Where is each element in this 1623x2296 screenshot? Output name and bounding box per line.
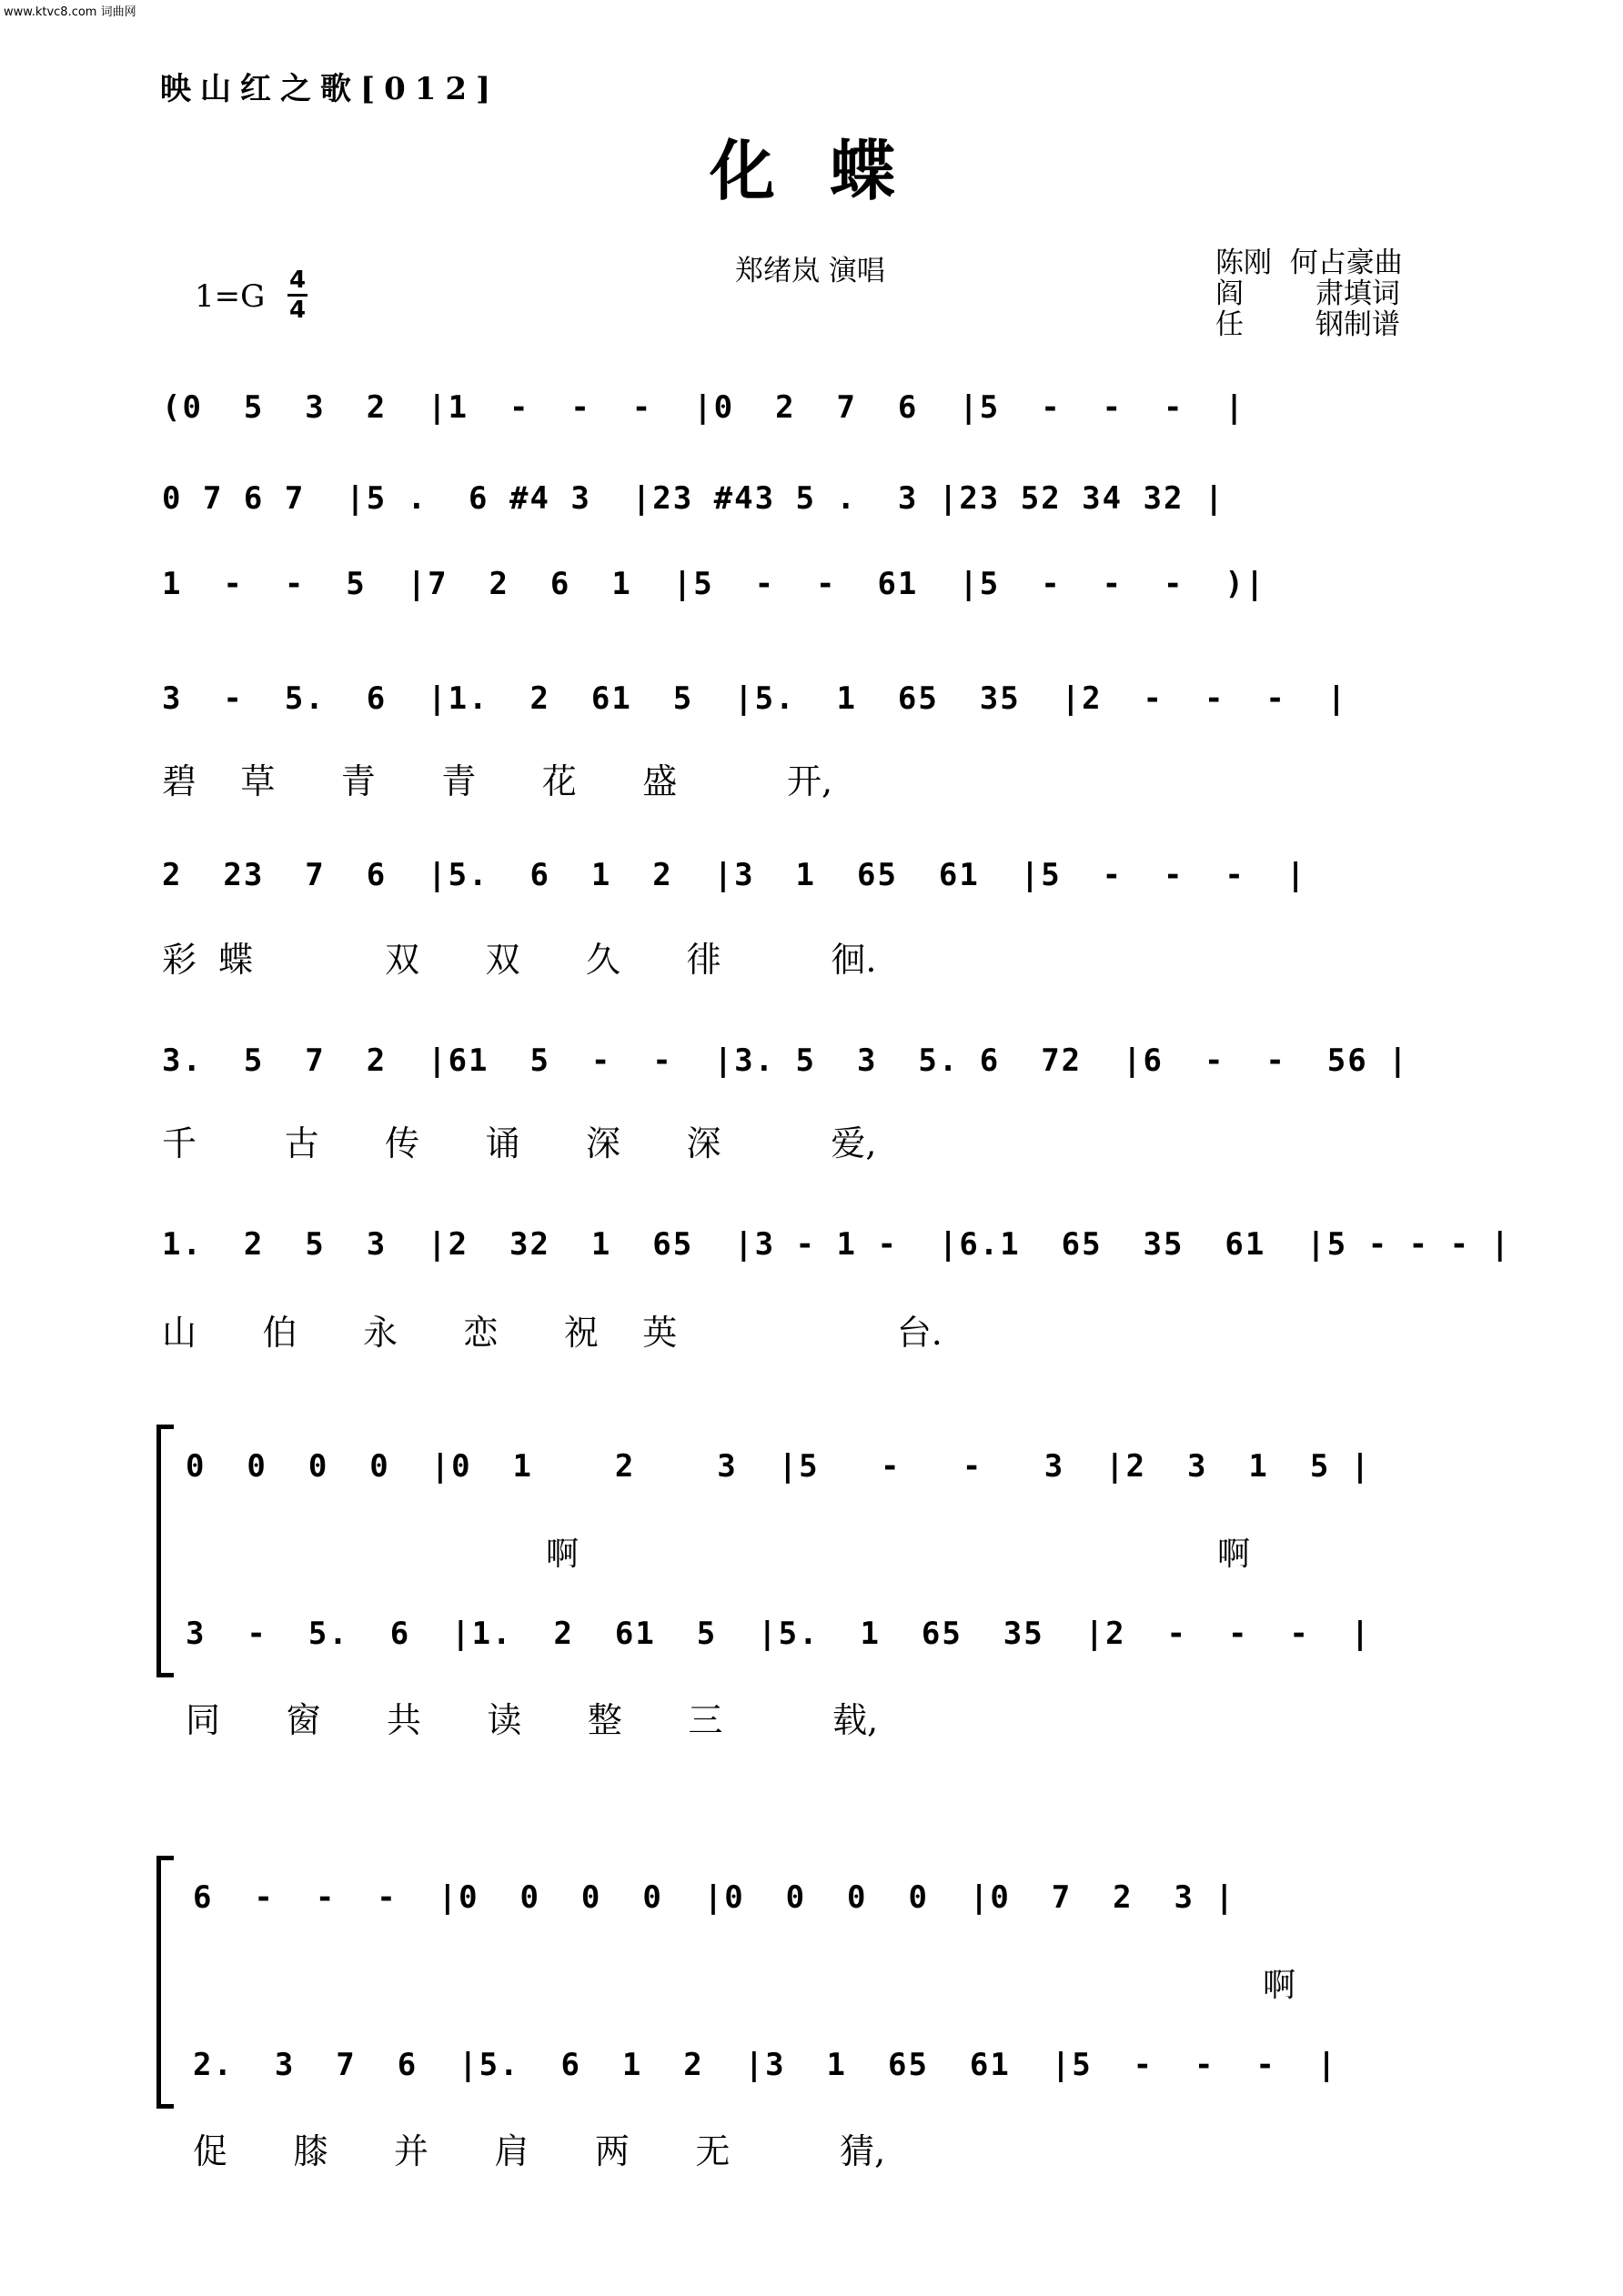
song-title: 化蝶: [709, 132, 950, 209]
system-brace-2: [156, 1856, 174, 2109]
score-row-2: [162, 480, 1468, 535]
score-row-1: [162, 389, 1468, 444]
key-signature: 1=G: [195, 278, 266, 315]
notes-row-6: 3. 5 7 2 |61 5 - - |3. 5 3 5. 6 72 |6 - - 56 |: [162, 1042, 1409, 1079]
notes-row-5: 2 23 7 6 |5. 6 1 2 |3 1 65 61 |5 - - - |: [162, 857, 1307, 893]
system-1-upper-lyric-2: 啊: [1217, 1536, 1251, 1573]
notes-row-1: (0 5 3 2 |1 - - - |0 2 7 6 |5 - - - |: [162, 389, 1245, 426]
score-row-6: [162, 1042, 1468, 1161]
time-signature: [287, 267, 307, 323]
system-2-upper-lyric-1: 啊: [1263, 1967, 1296, 2004]
time-signature-bottom: 4: [288, 297, 307, 324]
composer-credits: 陈刚 何占豪曲 阎 肃填词 任 钢制谱: [1215, 247, 1403, 341]
lyric-row-7: 山 伯 永 恋 祝 英 台.: [162, 1313, 943, 1353]
system-2-lower-notes: 2. 3 7 6 |5. 6 1 2 |3 1 65 61 |5 - - - |: [193, 2047, 1338, 2083]
lyric-row-4: 碧 草 青 青 花 盛 开,: [162, 761, 833, 801]
score-row-4: [162, 680, 1468, 799]
system-1-lower-notes: 3 - 5. 6 |1. 2 61 5 |5. 1 65 35 |2 - - - |: [186, 1616, 1372, 1652]
system-2-lower: [193, 2047, 1468, 2174]
notes-row-7: 1. 2 5 3 |2 32 1 65 |3 - 1 - |6.1 65 35 61 |5 - - - |: [162, 1226, 1512, 1263]
score-row-7: [162, 1226, 1512, 1353]
system-1-lower-lyric: 同 窗 共 读 整 三 载,: [186, 1700, 879, 1740]
system-2-lower-lyric: 促 膝 并 肩 两 无 猜,: [193, 2131, 886, 2171]
singer-credit: 郑绪岚 演唱: [735, 255, 885, 287]
system-1-lower: [186, 1616, 1468, 1743]
system-1-upper-notes: 0 0 0 0 |0 1 2 3 |5 - - 3 |2 3 1 5 |: [186, 1448, 1372, 1485]
score-row-3: [162, 566, 1468, 620]
lyric-row-5: 彩 蝶 双 双 久 徘 徊.: [162, 940, 877, 980]
series-label: 映山红之歌[012]: [160, 71, 500, 107]
score-row-5: [162, 857, 1468, 980]
notes-row-3: 1 - - 5 |7 2 6 1 |5 - - 61 |5 - - - )|: [162, 566, 1266, 602]
system-1-upper-lyric-1: 啊: [546, 1536, 580, 1573]
site-watermark: www.ktvc8.com 词曲网: [4, 5, 136, 19]
time-signature-top: 4: [288, 267, 307, 294]
system-2-upper-notes: 6 - - - |0 0 0 0 |0 0 0 0 |0 7 2 3 |: [193, 1879, 1235, 1916]
system-2-upper: [193, 1879, 1468, 1934]
system-brace-1: [156, 1425, 174, 1677]
notes-row-2: 0 7 6 7 |5 . 6 #4 3 |23 #43 5 . 3 |23 52 34 32 |: [162, 480, 1225, 517]
lyric-row-6: 千 古 传 诵 深 深 爱,: [162, 1123, 877, 1163]
notes-row-4: 3 - 5. 6 |1. 2 61 5 |5. 1 65 35 |2 - - - |: [162, 680, 1348, 717]
system-1-upper: [186, 1448, 1468, 1503]
